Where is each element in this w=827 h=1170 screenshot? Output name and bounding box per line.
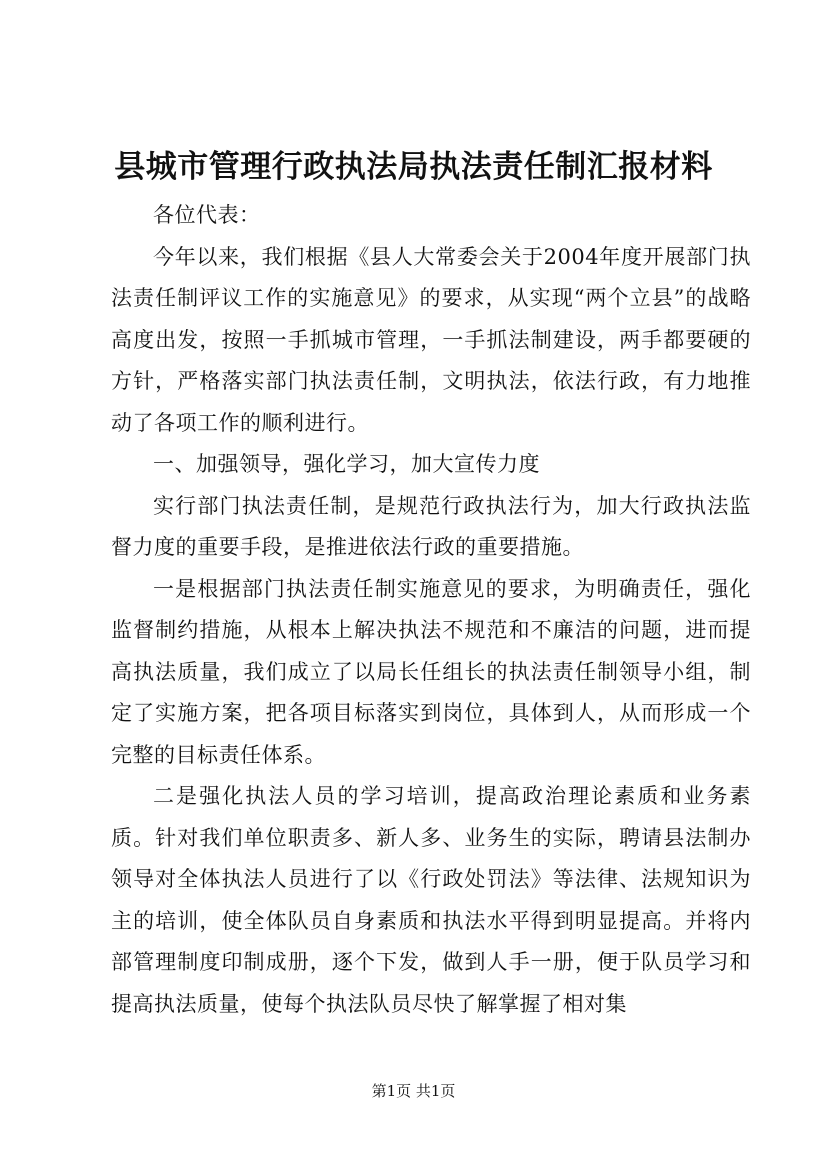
document-title: 县城市管理行政执法局执法责任制汇报材料 [114, 149, 713, 185]
paragraph-section-1: 实行部门执法责任制，是规范行政执法行为，加大行政执法监督力度的重要手段，是推进依法行政的重要措施。 [111, 493, 751, 559]
document-body [111, 195, 751, 1025]
page-footer: 第1页 共1页 [371, 1082, 456, 1100]
salutation: 各位代表： [153, 203, 261, 227]
section-heading-1: 一、加强领导，强化学习，加大宣传力度 [153, 452, 540, 476]
paragraph-intro: 今年以来，我们根据《县人大常委会关于2004年度开展部门执法责任制评议工作的实施意见》的要求，从实现“两个立县”的战略高度出发，按照一手抓城市管理，一手抓法制建设，两手都要硬的方针，严格落实部门执法责任制，文明执法，依法行政，有力地推动了各项工作的顺利进行。 [111, 244, 751, 435]
paragraph-point-2: 二是强化执法人员的学习培训，提高政治理论素质和业务素质。针对我们单位职责多、新人多、业务生的实际，聘请县法制办领导对全体执法人员进行了以《行政处罚法》等法律、法规知识为主的培训，使全体队员自身素质和执法水平得到明显提高。并将内部管理制度印制成册，逐个下发，做到人手一册，便于队员学习和提高执法质量，使每个执法队员尽快了解掌握了相对集 [111, 784, 751, 1016]
paragraph-point-1: 一是根据部门执法责任制实施意见的要求，为明确责任，强化监督制约措施，从根本上解决执法不规范和不廉洁的问题，进而提高执法质量，我们成立了以局长任组长的执法责任制领导小组，制定了实施方案，把各项目标落实到岗位，具体到人，从而形成一个完整的目标责任体系。 [111, 576, 751, 767]
